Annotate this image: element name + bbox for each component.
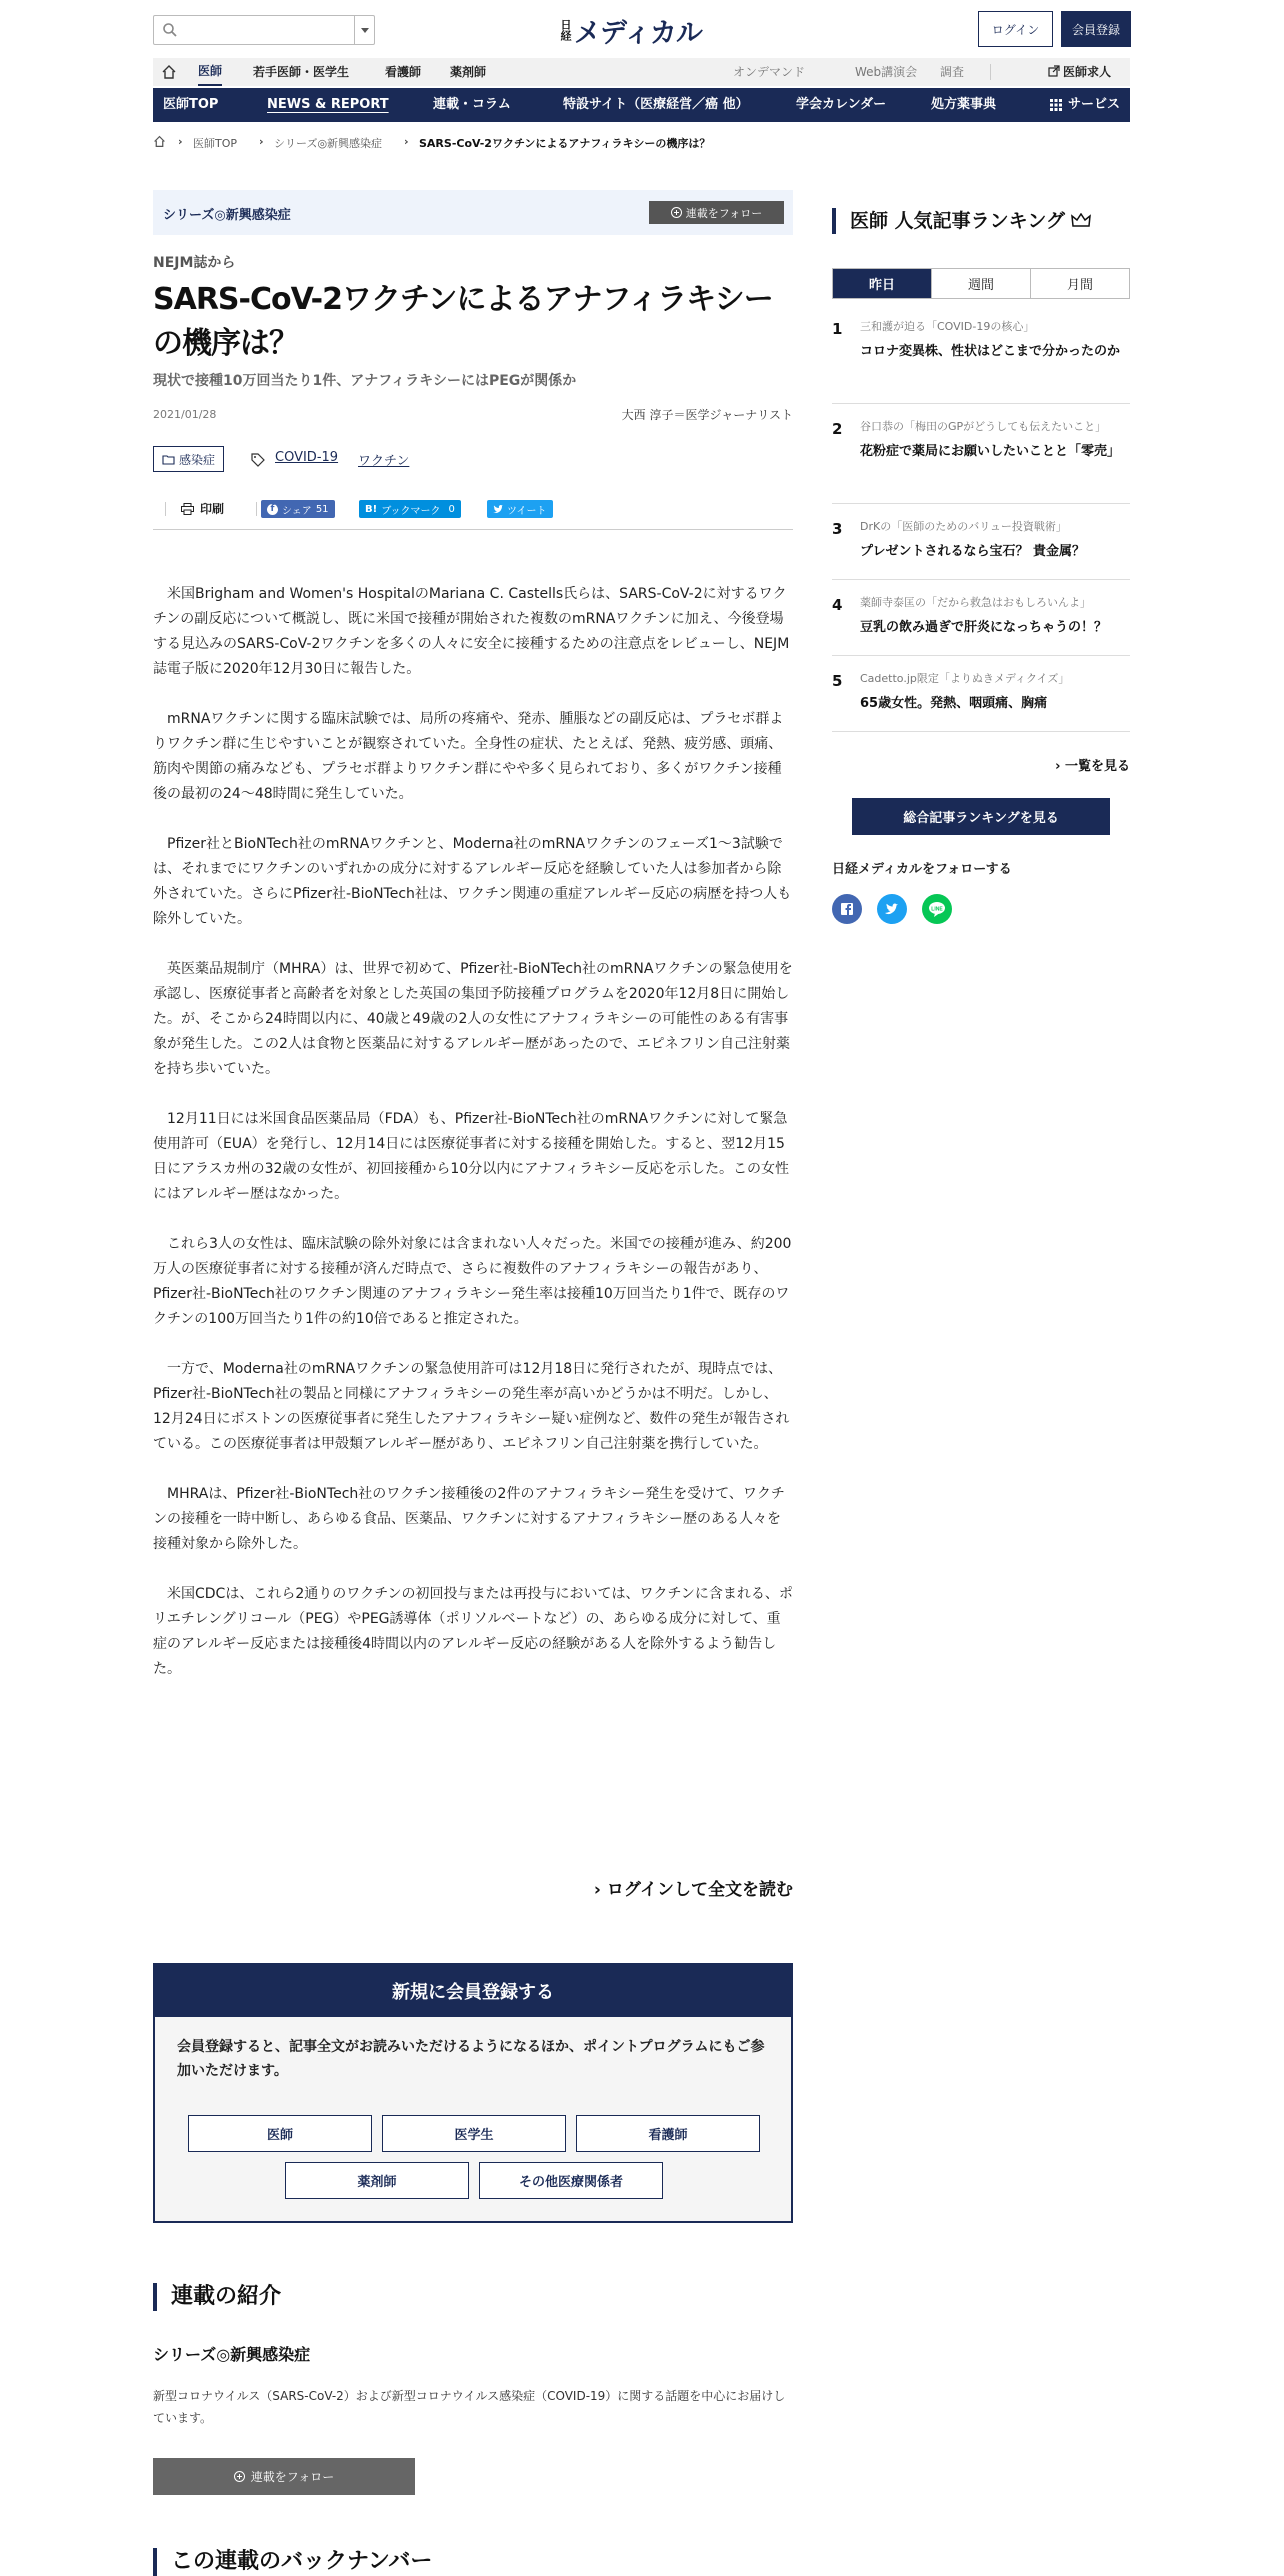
backnumber-heading: この連載のバックナンバー xyxy=(153,2548,432,2576)
logo-medical: メディカル xyxy=(574,17,702,49)
twitter-follow-button[interactable] xyxy=(877,894,907,924)
hatena-icon: B! xyxy=(365,503,378,515)
ranking-heading xyxy=(832,208,1091,234)
register-pharmacist-button[interactable]: 薬剤師 xyxy=(285,2162,469,2199)
chevron-right-icon: › xyxy=(593,1880,601,1900)
nav-jobs[interactable] xyxy=(1048,58,1111,86)
site-logo[interactable] xyxy=(557,12,702,48)
hatena-bookmark-count: 0 xyxy=(448,503,455,515)
article-paragraph: 12月11日には米国食品医薬品局（FDA）も、Pfizer社-BioNTech社のmRNAワクチンに対して緊急使用許可（EUA）を発行し、12月14日には医療従事者に対する接種を開始した。すると、翌12月15日にアラスカ州の32歳の女性が、初回接種から10分以内にアナフィラキシー反応を示した。この女性にはアレルギー歴はなかった。 xyxy=(153,1111,789,1202)
logo-nikkei: 日経 xyxy=(559,19,572,41)
twitter-icon xyxy=(493,505,503,514)
register-nurse-button[interactable]: 看護師 xyxy=(576,2115,760,2152)
ranking-item[interactable] xyxy=(832,518,1130,580)
facebook-share-button[interactable] xyxy=(261,500,335,518)
nav-web-seminar[interactable]: Web講演会 xyxy=(855,65,918,79)
article-date: 2021/01/28 xyxy=(153,408,217,421)
register-button[interactable]: 会員登録 xyxy=(1061,11,1131,47)
series-bar xyxy=(153,190,793,235)
nav2-services[interactable]: サービス xyxy=(1068,97,1121,112)
ranking-title: 医師 人気記事ランキング xyxy=(850,210,1066,232)
nav2-doctor-top[interactable]: 医師TOP xyxy=(163,97,219,112)
article-paragraph: MHRAは、Pfizer社-BioNTech社のワクチン接種後の2件のアナフィラキシー発生を受けて、ワクチンの接種を一時中断し、あらゆる食品、医薬品、ワクチンに対するアナフィラキシー歴のある人々を接種対象から除外した。 xyxy=(153,1486,785,1552)
plus-circle-icon xyxy=(234,2471,245,2482)
breadcrumb xyxy=(153,133,1130,153)
hatena-bookmark-button[interactable] xyxy=(359,500,461,518)
share-bar xyxy=(153,496,793,530)
search-input[interactable] xyxy=(153,15,375,45)
series-name[interactable]: シリーズ◎新興感染症 xyxy=(163,208,291,223)
ranking-number: 3 xyxy=(832,520,843,538)
login-button[interactable]: ログイン xyxy=(978,11,1053,47)
register-student-button[interactable]: 医学生 xyxy=(382,2115,566,2152)
svg-text:LINE: LINE xyxy=(931,906,943,913)
breadcrumb-current: SARS-CoV-2ワクチンによるアナフィラキシーの機序は？ xyxy=(419,137,711,150)
folder-icon xyxy=(162,454,175,465)
register-panel xyxy=(153,1963,793,2223)
audience-nav xyxy=(153,58,1130,86)
share-divider xyxy=(256,502,257,516)
facebook-icon xyxy=(832,894,862,924)
article-kicker: NEJM誌から xyxy=(153,255,236,271)
crown-icon xyxy=(1071,213,1091,229)
ranking-item[interactable] xyxy=(832,418,1130,504)
print-label: 印刷 xyxy=(200,502,225,516)
nav2-special-sites[interactable]: 特設サイト（医療経営／癌 他） xyxy=(563,97,749,112)
home-icon[interactable] xyxy=(161,64,177,80)
follow-series-large-label: 連載をフォロー xyxy=(250,2470,335,2484)
follow-series-button-large[interactable] xyxy=(153,2458,415,2495)
breadcrumb-chevron-icon: › xyxy=(178,135,183,148)
tag-icon xyxy=(251,453,265,467)
plus-circle-icon xyxy=(671,207,682,218)
nav-doctor[interactable]: 医師 xyxy=(198,58,222,86)
nav-divider xyxy=(990,64,991,80)
follow-series-button[interactable] xyxy=(649,201,784,224)
nav2-news-report[interactable]: NEWS & REPORT xyxy=(267,97,389,112)
register-message: 会員登録すると、記事全文がお読みいただけるようになるほか、ポイントプログラムにもご参加いただけます。 xyxy=(177,2039,765,2079)
follow-heading: 日経メディカルをフォローする xyxy=(832,862,1012,877)
grid-icon xyxy=(1050,99,1062,111)
ranking-number: 2 xyxy=(832,420,843,438)
ranking-category: Cadetto.jp限定「よりぬきメディクイズ」 xyxy=(860,672,1070,685)
print-button[interactable] xyxy=(181,500,224,517)
tweet-label: ツイート xyxy=(507,505,547,517)
register-heading: 新規に会員登録する xyxy=(155,1965,791,2017)
ranking-tabs xyxy=(832,268,1130,299)
page-title: SARS-CoV-2ワクチンによるアナフィラキシーの機序は？ xyxy=(153,282,773,361)
ranking-number: 5 xyxy=(832,672,843,690)
ranking-category: 谷口恭の「梅田のGPがどうしても伝えたいこと」 xyxy=(860,420,1107,433)
tag-covid19[interactable]: COVID-19 xyxy=(275,450,339,465)
ranking-title: プレゼントされるなら宝石？ 貴金属？ xyxy=(860,544,1086,559)
search-icon xyxy=(162,22,178,38)
login-read-more-link[interactable] xyxy=(594,1875,793,1900)
ranking-category: 薬師寺泰匡の「だから救急はおもしろいんよ」 xyxy=(860,596,1091,609)
search-dropdown[interactable] xyxy=(354,16,375,44)
article-paragraph: mRNAワクチンに関する臨床試験では、局所の疼痛や、発赤、腫脹などの副反応は、プラセボ群よりワクチン群に生じやすいことが観察されていた。全身性の症状、たとえば、発熱、疲労感、頭痛、筋肉や関節の痛みなども、プラセボ群よりワクチン群にやや多く見られており、多くがワクチン接種後の最初の24～48時間に発生していた。 xyxy=(153,711,784,802)
article-paragraph: Pfizer社とBioNTech社のmRNAワクチンと、Moderna社のmRNAワクチンのフェーズ1～3試験では、それまでにワクチンのいずれかの成分に対するアレルギー反応を経験していた人は参加者から除外されていた。さらにPfizer社-BioNTech社は、ワクチン関連の重症アレルギー反応の病歴を持つ人も除外していた。 xyxy=(153,836,792,927)
nav-survey[interactable]: 調査 xyxy=(940,65,965,79)
ranking-item[interactable] xyxy=(832,318,1130,404)
tab-weekly[interactable]: 週間 xyxy=(932,269,1031,298)
article-paragraph: 英医薬品規制庁（MHRA）は、世界で初めて、Pfizer社-BioNTech社のmRNAワクチンの緊急使用を承認し、医療従事者と高齢者を対象とした英国の集団予防接種プログラムを2020年12月8日に開始した。が、そこから24時間以内に、40歳と49歳の2人の女性にアナフィラキシーの可能性のある有害事象が発生した。この2人は食物と医薬品に対するアレルギー歴があったので、エピネフリン自己注射薬を持ち歩いていた。 xyxy=(153,961,793,1077)
printer-icon xyxy=(181,503,194,515)
nav2-drug-dictionary[interactable]: 処方薬事典 xyxy=(931,97,997,112)
breadcrumb-doctor-top[interactable]: 医師TOP xyxy=(193,137,238,150)
nav-nurse[interactable]: 看護師 xyxy=(385,65,422,79)
ranking-title: コロナ変異株、性状はどこまで分かったのか xyxy=(860,344,1121,359)
line-icon xyxy=(922,894,952,924)
follow-series-label: 連載をフォロー xyxy=(685,206,763,220)
nav-ondemand[interactable]: オンデマンド xyxy=(733,65,806,79)
register-doctor-button[interactable]: 医師 xyxy=(188,2115,372,2152)
breadcrumb-chevron-icon: › xyxy=(404,135,409,148)
intro-heading: 連載の紹介 xyxy=(153,2283,281,2311)
breadcrumb-home-icon[interactable] xyxy=(153,135,166,148)
ranking-more-label: 一覧を見る xyxy=(1064,759,1130,774)
nav-jobs-label: 医師求人 xyxy=(1063,65,1112,79)
hatena-bookmark-label: ブックマーク xyxy=(381,505,441,517)
line-follow-button[interactable] xyxy=(922,894,952,924)
section-nav xyxy=(153,88,1130,122)
ranking-category: DrKの「医師のためのバリュー投資戦術」 xyxy=(860,520,1067,533)
tab-monthly[interactable]: 月間 xyxy=(1066,278,1093,293)
facebook-share-label: シェア xyxy=(282,505,312,517)
ranking-number: 4 xyxy=(832,596,843,614)
tweet-button[interactable] xyxy=(487,500,553,518)
facebook-follow-button[interactable] xyxy=(832,894,862,924)
tag-vaccine[interactable]: ワクチン xyxy=(358,454,410,469)
category-tag[interactable] xyxy=(153,446,224,472)
facebook-icon: f xyxy=(267,504,278,515)
ranking-title: 豆乳の飲み過ぎで肝炎になっちゃうの！？ xyxy=(860,620,1108,635)
article-paragraph: 一方で、Moderna社のmRNAワクチンの緊急使用許可は12月18日に発行されたが、現時点では、Pfizer社-BioNTech社の製品と同様にアナフィラキシーの発生率が高いかどうかは不明だ。しかし、12月24日にボストンの医療従事者に発生したアナフィラキシー疑い症例など、数件の発生が報告されている。この医療従事者は甲殻類アレルギー歴があり、エピネフリン自己注射薬を携行していた。 xyxy=(153,1361,790,1452)
category-label: 感染症 xyxy=(179,452,216,467)
intro-series-name: シリーズ◎新興感染症 xyxy=(153,2345,311,2364)
article-paragraph: これら3人の女性は、臨床試験の除外対象には含まれない人々だった。米国での接種が進み、約200万人の医療従事者に対する接種が済んだ時点で、さらに複数件のアナフィラキシーの報告があり、Pfizer社-BioNTech社のワクチン関連のアナフィラキシー発生率は接種10万回当たり1件で、既存のワクチンの100万回当たり1件の約10倍であると推定された。 xyxy=(153,1236,792,1327)
header xyxy=(153,10,1130,52)
nav-pharmacist[interactable]: 薬剤師 xyxy=(450,65,487,79)
article-subtitle: 現状で接種10万回当たり1件、アナフィラキシーにはPEGが関係か xyxy=(153,373,577,389)
article-paragraph: 米国CDCは、これら2通りのワクチンの初回投与または再投与においては、ワクチンに含まれる、ポリエチレングリコール（PEG）やPEG誘導体（ポリソルベートなど）の、あらゆる成分に対して、重症のアレルギー反応または接種後4時間以内のアレルギー反応の経験がある人を除外するよう勧告した。 xyxy=(153,1586,793,1677)
intro-description: 新型コロナウイルス（SARS-CoV-2）および新型コロナウイルス感染症（COVID-19）に関する話題を中心にお届けしています。 xyxy=(153,2389,786,2425)
read-more-label: ログインして全文を読む xyxy=(606,1880,793,1900)
twitter-icon xyxy=(877,894,907,924)
ranking-title: 65歳女性。発熱、咽頭痛、胸痛 xyxy=(860,696,1048,711)
breadcrumb-chevron-icon: › xyxy=(259,135,264,148)
nav-young-doctor[interactable]: 若手医師・医学生 xyxy=(253,65,350,79)
article-paragraph: 米国Brigham and Women's HospitalのMariana C. Castells氏らは、SARS-CoV-2に対するワクチンの副反応について概説し、既に米国で接種が開始された複数のmRNAワクチンに加え、今後登場する見込みのSARS-CoV-2ワクチンを多くの人々に安全に接種するための注意点をレビューし、NEJM誌電子版に2020年12月30日に報告した。 xyxy=(153,586,790,677)
ranking-item[interactable] xyxy=(832,594,1130,656)
article-body xyxy=(153,582,793,1707)
breadcrumb-series[interactable]: シリーズ◎新興感染症 xyxy=(274,137,383,150)
nav2-series-column[interactable]: 連載・コラム xyxy=(433,97,511,112)
chevron-right-icon: › xyxy=(1055,759,1061,774)
article-author: 大西 淳子＝医学ジャーナリスト xyxy=(621,408,793,422)
ranking-number: 1 xyxy=(832,320,843,338)
ranking-item[interactable] xyxy=(832,670,1130,732)
register-other-button[interactable]: その他医療関係者 xyxy=(479,2162,663,2199)
tab-yesterday[interactable]: 昨日 xyxy=(833,269,932,298)
nav2-conference-calendar[interactable]: 学会カレンダー xyxy=(796,97,887,112)
ranking-more-link[interactable] xyxy=(1055,755,1130,774)
ranking-category: 三和護が迫る「COVID-19の核心」 xyxy=(860,320,1035,333)
facebook-share-count: 51 xyxy=(315,503,329,515)
ranking-title: 花粉症で薬局にお願いしたいことと「零売」 xyxy=(860,444,1121,459)
external-link-icon xyxy=(1048,65,1060,77)
share-divider xyxy=(165,502,166,516)
total-ranking-button[interactable]: 総合記事ランキングを見る xyxy=(852,798,1110,835)
